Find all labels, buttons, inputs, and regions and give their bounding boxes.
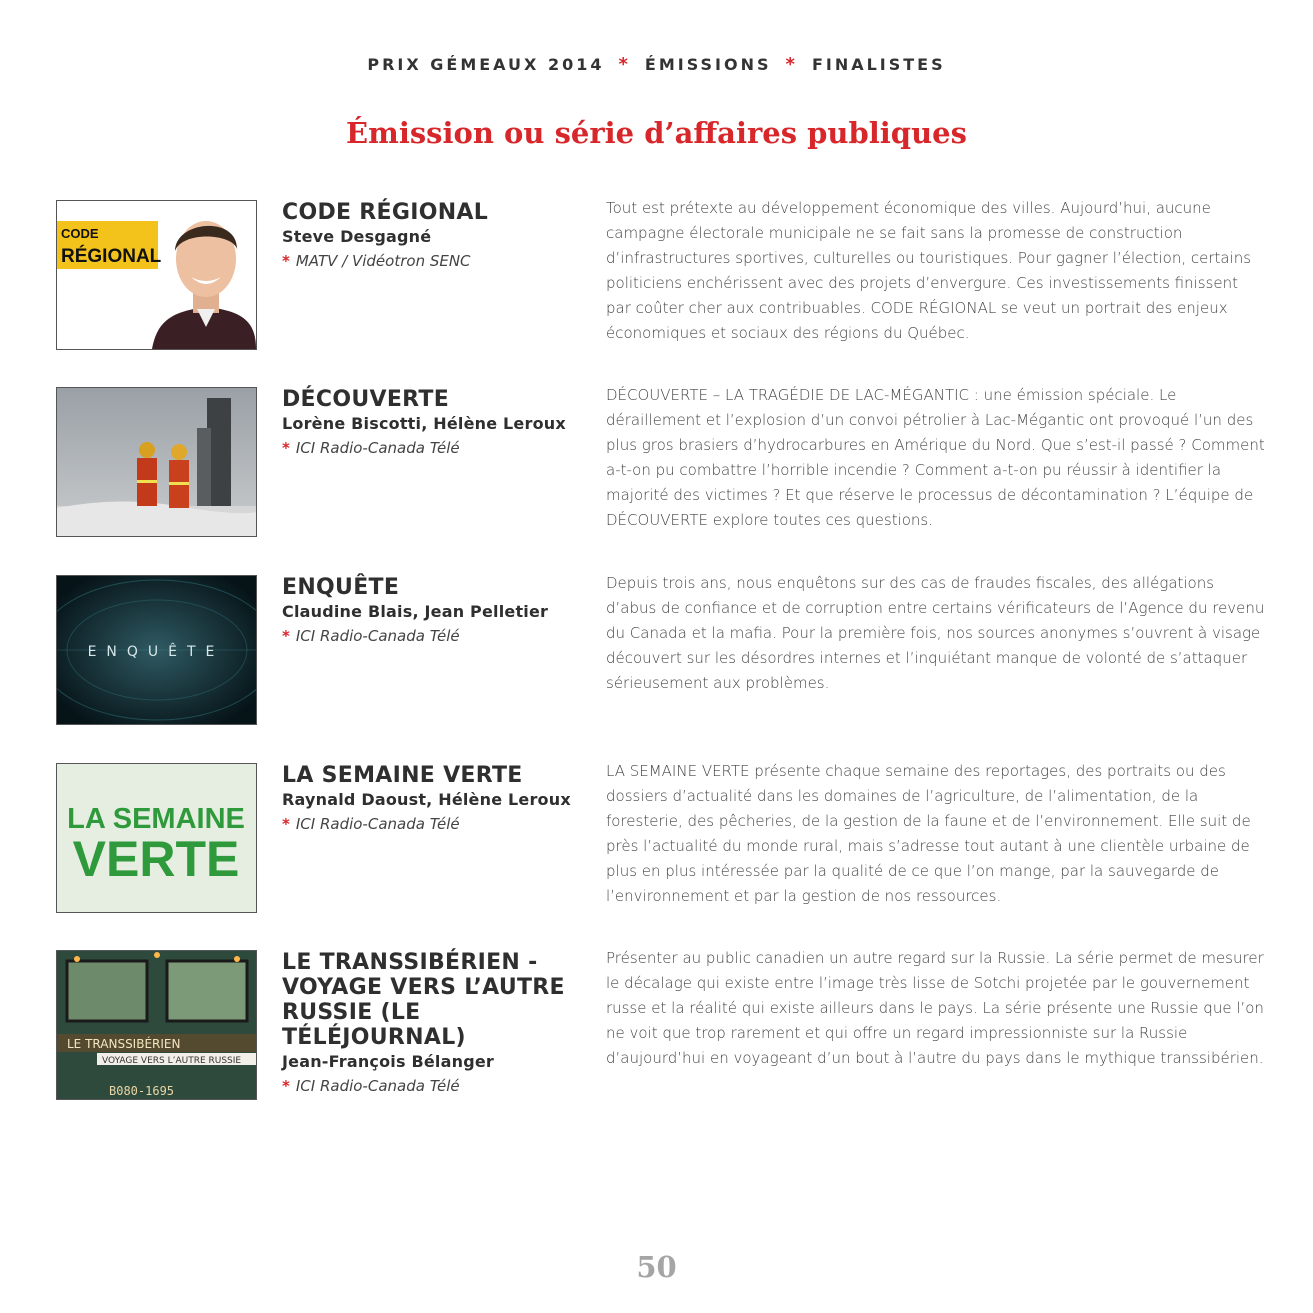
show-description: DÉCOUVERTE – LA TRAGÉDIE DE LAC-MÉGANTIC : une émission spéciale. Le déraillement et l’explosion d’un convoi pétrolier à Lac-Mégantic ont provoqué l’un des plus gros brasiers d’hydrocarbures en Amérique du Nord. Que s’est-il passé ? Comment a-t-on pu combattre l’horrible incendie ? Comment a-t-on pu réussir à identifier la majorité des victimes ? Et que réserve le processus de décontamination ? L’équipe de DÉCOUVERTE explore toutes ces questions.: [606, 386, 1265, 529]
thumb-verte-text: VERTE: [72, 831, 240, 887]
network-name: MATV / Vidéotron SENC: [295, 252, 471, 270]
network-name: ICI Radio-Canada Télé: [295, 627, 460, 645]
show-title: CODE RÉGIONAL: [282, 200, 489, 225]
code-regional-thumbnail-image: [57, 201, 256, 349]
header-part-2: ÉMISSIONS: [644, 55, 772, 74]
transsiberien-thumbnail-image: [57, 951, 256, 1099]
thumb-transsiberien-text: LE TRANSSIBÉRIEN: [67, 1037, 181, 1051]
finalist-entry: [56, 200, 1266, 352]
show-description: Présenter au public canadien un autre regard sur la Russie. La série permet de mesurer le décalage qui existe entre l’image très lisse de Sotchi projetée par le gouvernement russe et la réalité qui existe ailleurs dans le pays. La série présente une Russie que l’on ne voit que trop rarement et qui offre un regard impressionniste sur la Russie d’aujourd’hui en voyageant d’un bout à l’autre du pays dans le mythique transsibérien.: [606, 949, 1264, 1067]
show-title: LE TRANSSIBÉRIEN - VOYAGE VERS L’AUTRE RUSSIE (LE TÉLÉJOURNAL): [282, 950, 565, 1050]
finalist-entry: [56, 950, 1266, 1102]
semaine-verte-thumbnail-image: [57, 764, 256, 912]
running-header: [0, 54, 1313, 75]
header-part-1: PRIX GÉMEAUX 2014: [367, 55, 605, 74]
star-icon: *: [282, 252, 290, 270]
show-producers: Jean-François Bélanger: [282, 1052, 494, 1071]
header-part-3: FINALISTES: [811, 55, 946, 74]
show-producers: Raynald Daoust, Hélène Leroux: [282, 790, 571, 809]
thumb-code-text: CODE: [61, 226, 99, 241]
finalist-entry: [56, 575, 1266, 727]
star-icon: *: [282, 627, 290, 645]
decouverte-thumbnail-image: [57, 388, 256, 536]
network-name: ICI Radio-Canada Télé: [295, 1077, 460, 1095]
thumb-voyage-text: VOYAGE VERS L’AUTRE RUSSIE: [102, 1056, 242, 1066]
show-producers: Steve Desgagné: [282, 227, 432, 246]
show-network: [282, 815, 592, 833]
show-thumbnail: [56, 950, 257, 1100]
show-network: [282, 252, 592, 270]
header-separator-star: *: [785, 54, 798, 75]
header-separator-star: *: [618, 54, 631, 75]
network-name: ICI Radio-Canada Télé: [295, 815, 460, 833]
show-description: LA SEMAINE VERTE présente chaque semaine des reportages, des portraits ou des dossiers d’actualité dans les domaines de l’agriculture, de l’alimentation, de la foresterie, des pêcheries, de la gestion de la faune et de l’environnement. Elle suit de près l’actualité du monde rural, mais s’adresse tout autant à une clientèle urbaine de plus en plus intéressée par la qualité de ce que l’on mange, par la sauvegarde de l’environnement et par la gestion de nos ressources.: [606, 762, 1251, 905]
show-description: Depuis trois ans, nous enquêtons sur des cas de fraudes fiscales, des allégations d’abus de confiance et de corruption entre certains vérificateurs de l’Agence du revenu du Canada et la mafia. Pour la première fois, nos sources anonymes s’ouvrent à visage découvert sur les désordres internes et l’inquiétant manque de volonté de s’attaquer sérieusement aux problèmes.: [606, 574, 1265, 692]
show-title: DÉCOUVERTE: [282, 387, 450, 412]
show-network: [282, 627, 592, 645]
star-icon: *: [282, 439, 290, 457]
entry-meta: [282, 763, 592, 833]
entry-meta: [282, 575, 592, 645]
show-producers: Claudine Blais, Jean Pelletier: [282, 602, 549, 621]
show-producers: Lorène Biscotti, Hélène Leroux: [282, 414, 566, 433]
show-thumbnail: [56, 200, 257, 350]
show-thumbnail: [56, 575, 257, 725]
star-icon: *: [282, 815, 290, 833]
show-network: [282, 439, 592, 457]
network-name: ICI Radio-Canada Télé: [295, 439, 460, 457]
enquete-thumbnail-image: [57, 576, 256, 724]
thumb-la-semaine-text: LA SEMAINE: [67, 803, 245, 835]
finalist-entry: [56, 387, 1266, 539]
finalist-entry: [56, 763, 1266, 915]
thumb-enquete-text: ENQUÊTE: [87, 644, 225, 660]
star-icon: *: [282, 1077, 290, 1095]
show-network: [282, 1077, 592, 1095]
show-thumbnail: [56, 387, 257, 537]
entry-meta: [282, 200, 592, 270]
entry-meta: [282, 387, 592, 457]
show-thumbnail: [56, 763, 257, 913]
page-number: 50: [636, 1250, 677, 1284]
thumb-regional-text: RÉGIONAL: [61, 246, 162, 267]
thumb-train-number: B080-1695: [109, 1084, 175, 1098]
show-description: Tout est prétexte au développement économique des villes. Aujourd’hui, aucune campagne électorale municipale ne se fait sans la promesse de construction d’infrastructures sportives, culturelles ou touristiques. Pour gagner l’élection, certains politiciens enchérissent avec des projets d’envergure. Ces investissements finissent par coûter cher aux contribuables. CODE RÉGIONAL se veut un portrait des enjeux économiques et sociaux des régions du Québec.: [606, 199, 1252, 342]
category-title: Émission ou série d’affaires publiques: [346, 116, 967, 150]
show-title: ENQUÊTE: [282, 575, 400, 600]
show-title: LA SEMAINE VERTE: [282, 763, 523, 788]
entry-meta: [282, 950, 592, 1095]
